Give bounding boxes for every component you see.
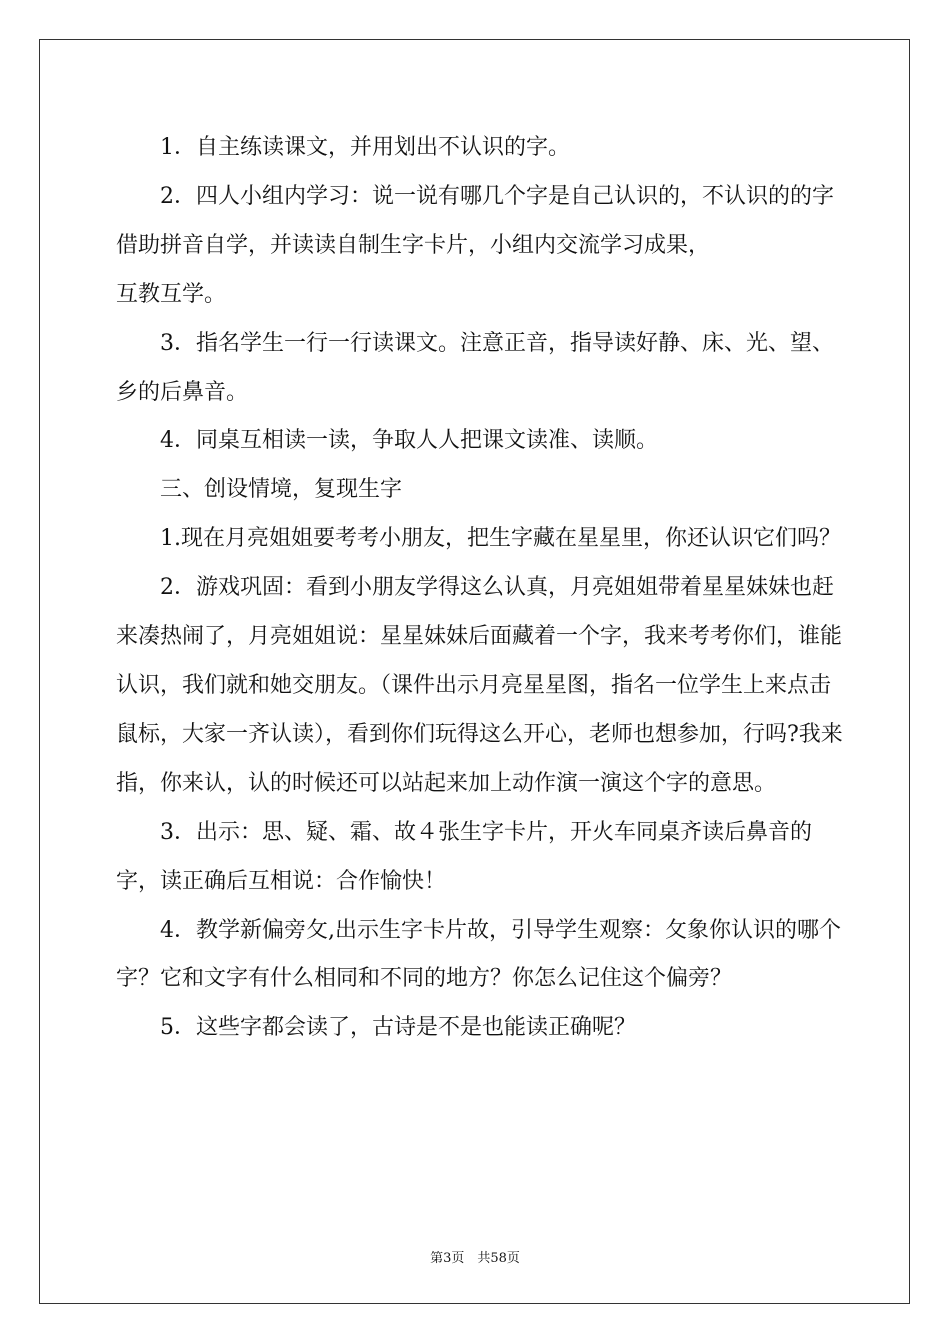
- page-footer: 第3页 共58页: [430, 1251, 520, 1266]
- paragraph-7: 1.现在月亮姐姐要考考小朋友，把生字藏在星星里，你还认识它们吗？: [160, 526, 841, 552]
- paragraph-1: 1．自主练读课文，并用划出不认识的字。: [160, 135, 570, 160]
- paragraph-2: 2．四人小组内学习：说一说有哪几个字是自己认识的，不认识的的字借助拼音自学，并读读自制生字卡片，小组内交流学习成果，: [116, 183, 834, 258]
- paragraph-11: 5．这些字都会读了，古诗是不是也能读正确呢？: [160, 1015, 636, 1041]
- paragraph-3: 互教互学。: [116, 281, 227, 307]
- document-body: [116, 124, 846, 1053]
- paragraph-9: 3．出示：思、疑、霜、故４张生字卡片，开火车同桌齐读后鼻音的字，读正确后互相说：合作愉快！: [116, 819, 812, 894]
- paragraph-10: 4．教学新偏旁攵,出示生字卡片故，引导学生观察：攵象你认识的哪个字？它和文字有什么相同和不同的地方？你怎么记住这个偏旁？: [116, 917, 841, 992]
- section-heading: 三、创设情境，复现生字: [160, 477, 403, 503]
- paragraph-8: 2．游戏巩固：看到小朋友学得这么认真，月亮姐姐带着星星妹妹也赶来凑热闹了，月亮姐姐说：星星妹妹后面藏着一个字，我来考考你们，谁能认识，我们就和她交朋友。（课件出示月亮星星图，指名一位学生上来点击鼠标，大家一齐认读），看到你们玩得这么开心，老师也想参加，行吗?我来指，你来认，认的时候还可以站起来加上动作演一演这个字的意思。: [116, 575, 843, 796]
- paragraph-4: 3．指名学生一行一行读课文。注意正音，指导读好静、床、光、望、乡的后鼻音。: [116, 330, 834, 405]
- paragraph-5: 4．同桌互相读一读，争取人人把课文读准、读顺。: [160, 428, 658, 454]
